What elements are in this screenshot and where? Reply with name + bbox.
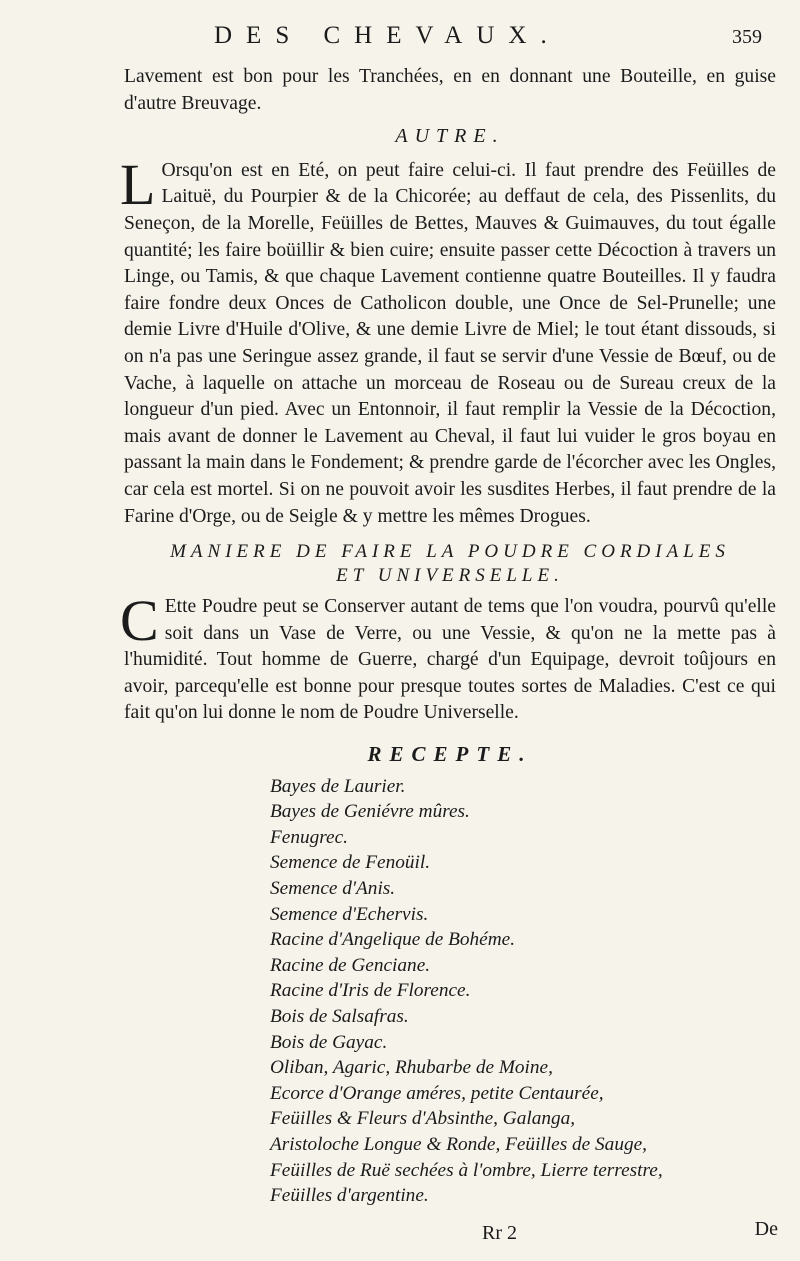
recipe-item: Fenugrec. <box>270 826 348 848</box>
section-heading-poudre-line1: MANIERE DE FAIRE LA POUDRE CORDIALES <box>170 541 730 563</box>
recipe-item: Semence d'Anis. <box>270 878 396 900</box>
recipe-heading: RECEPTE. <box>367 742 533 767</box>
recipe-item: Racine d'Angelique de Bohéme. <box>270 929 516 951</box>
recipe-item: Oliban, Agaric, Rhubarbe de Moine, <box>270 1057 553 1079</box>
section-heading-poudre-line2: ET UNIVERSELLE. <box>336 565 564 587</box>
recipe-item: Feüilles & Fleurs d'Absinthe, Galanga, <box>270 1108 576 1130</box>
recipe-item: Bois de Gayac. <box>270 1031 388 1053</box>
dropcap-l: L <box>120 151 156 217</box>
signature-mark: Rr 2 <box>482 1222 517 1244</box>
body-text <box>120 64 776 1209</box>
paragraph-autre-text: Orsqu'on est en Eté, on peut faire celui-ci. Il faut prendre des Feüilles de Laituë, du Pourpier & de la Chicorée; au deffaut de cela, des Pissenlits, du Seneçon, de la Morelle, Feüilles de Bettes, Mauves & Guimauves, du tout égalle quantité; les faire boüillir & bien cuire; ensuite passer cette Décoction à travers un Linge, ou Tamis, & que chaque Lavement contienne quatre Bouteilles. Il y faudra faire fondre deux Onces de Catholicon double, une Once de Sel-Prunelle; une demie Livre d'Huile d'Olive, & une demie Livre de Miel; le tout étant dissouds, si on n'a pas une Seringue assez grande, il faut se servir d'une Vessie de Bœuf, ou de Vache, à laquelle on attache un morceau de Roseau ou de Sureau creux de la longueur d'un pied. Avec un Entonnoir, il faut remplir la Vessie de la Décoction, mais avant de donner le Lavement au Cheval, il faut lui vuider le gros boyau en passant la main dans le Fondement; & prendre garde de l'écorcher avec les Ongles, car cela est mortel. Si on ne pouvoit avoir les susdites Herbes, il faut prendre de la Farine d'Orge, ou de Seigle & y mettre les mêmes Drogues. <box>124 159 776 527</box>
recipe-list <box>124 774 776 1209</box>
recipe-item: Ecorce d'Orange améres, petite Centaurée, <box>270 1082 604 1104</box>
page-header <box>0 22 800 54</box>
recipe-item: Feüilles d'argentine. <box>270 1185 429 1207</box>
dropcap-c: C <box>120 588 159 654</box>
recipe-item: Feüilles de Ruë sechées à l'ombre, Lierre terrestre, <box>270 1159 663 1181</box>
paragraph-poudre <box>120 588 776 727</box>
recipe-item: Bayes de Laurier. <box>270 775 406 797</box>
catchword: De <box>754 1218 778 1240</box>
section-heading-poudre <box>124 540 776 588</box>
opening-paragraph: Lavement est bon pour les Tranchées, en en donnant une Bouteille, en guise d'autre Breuvage. <box>124 66 776 114</box>
paragraph-autre <box>120 151 776 530</box>
recipe-item: Racine d'Iris de Florence. <box>270 980 471 1002</box>
running-title: DES CHEVAUX. <box>214 22 561 49</box>
page-footer <box>0 1218 800 1248</box>
paragraph-poudre-text: Ette Poudre peut se Conserver autant de tems que l'on voudra, pourvû qu'elle soit dans un Vase de Verre, ou une Vessie, & qu'on ne la mette pas à l'humidité. Tout homme de Guerre, chargé d'un Equipage, devroit toûjours en avoir, parcequ'elle est bonne pour presque toutes sortes de Maladies. C'est ce qui fait qu'on lui donne le nom de Poudre Universelle. <box>124 596 776 724</box>
recipe-item: Racine de Genciane. <box>270 954 431 976</box>
page-number: 359 <box>732 26 762 48</box>
section-heading-autre: AUTRE. <box>395 125 505 148</box>
recipe-item: Bois de Salsafras. <box>270 1006 409 1027</box>
recipe-item: Semence de Fenoüil. <box>270 852 431 874</box>
recipe-item: Aristoloche Longue & Ronde, Feüilles de Sauge, <box>270 1133 647 1155</box>
recipe-item: Bayes de Geniévre mûres. <box>270 801 470 823</box>
recipe-item: Semence d'Echervis. <box>270 903 429 925</box>
